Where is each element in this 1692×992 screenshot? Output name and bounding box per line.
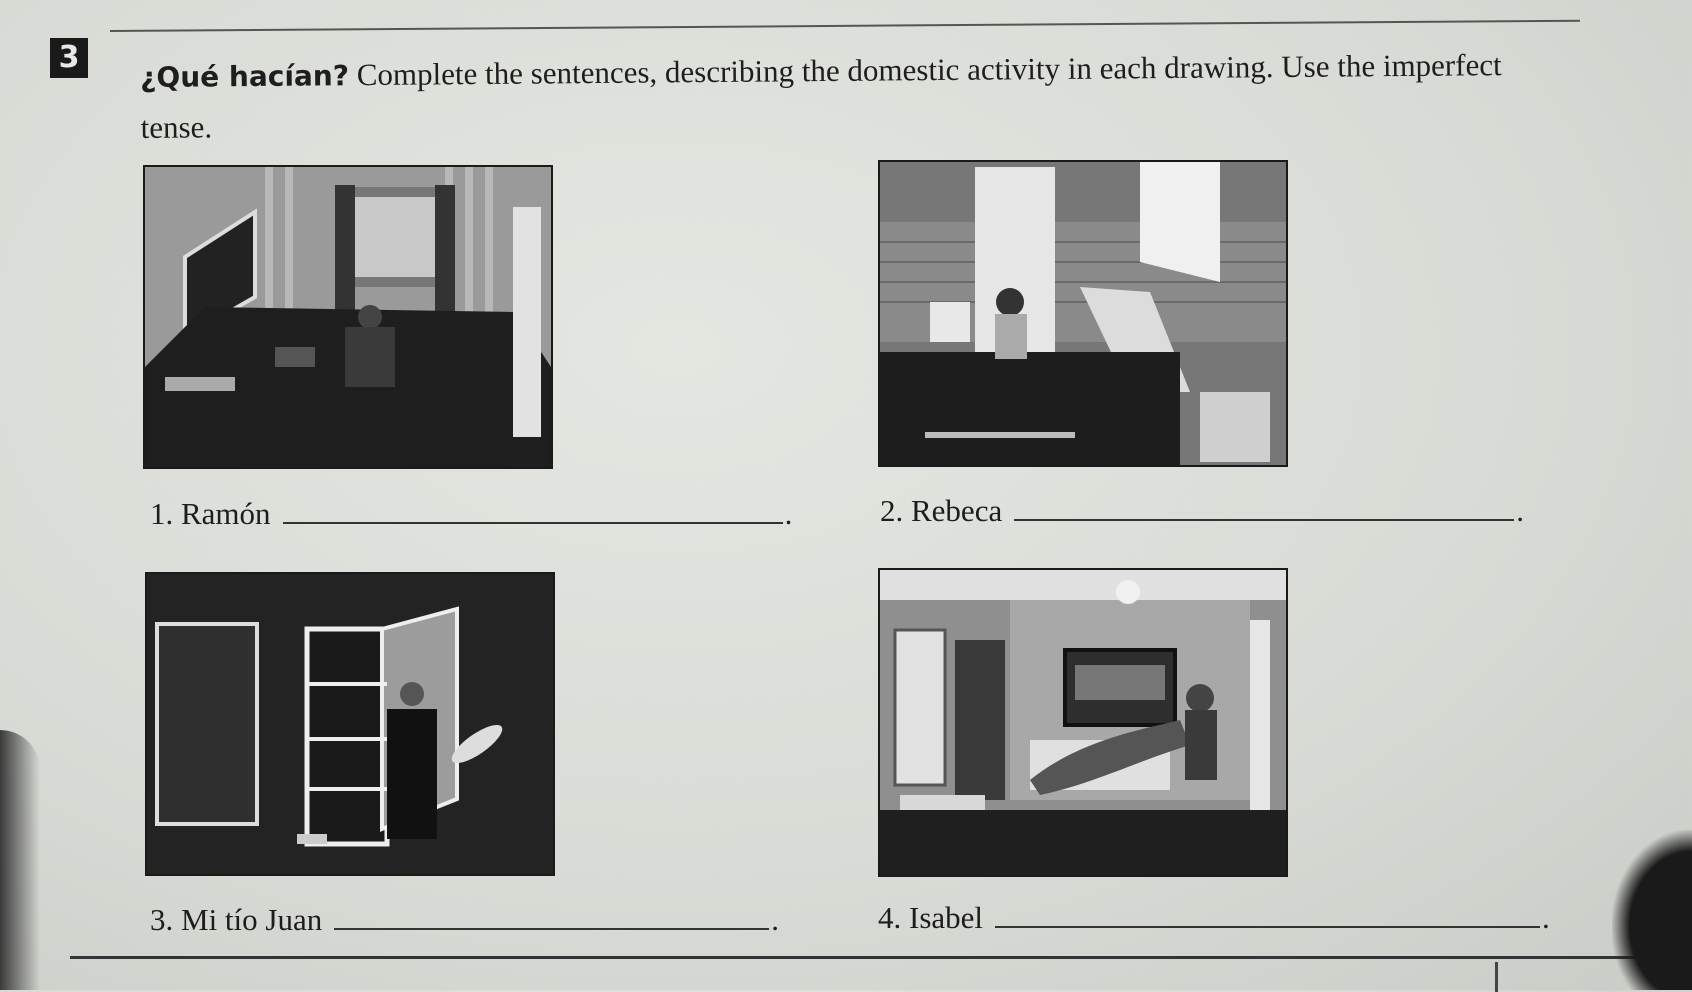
item-1-sentence: 1. Ramón .	[150, 496, 793, 531]
item-1-label: 1. Ramón	[150, 496, 271, 531]
bottom-rule	[70, 956, 1680, 959]
drawing-4-bedroom	[878, 568, 1288, 877]
exercise-number-badge: 3	[50, 38, 88, 78]
item-4-answer-blank[interactable]	[995, 925, 1540, 928]
item-3-sentence: 3. Mi tío Juan .	[150, 902, 779, 937]
item-2-answer-blank[interactable]	[1014, 518, 1514, 521]
item-2-label: 2. Rebeca	[880, 493, 1003, 528]
item-3-answer-blank[interactable]	[334, 927, 769, 930]
drawing-1-living-room	[143, 165, 553, 469]
item-3-label: 3. Mi tío Juan	[150, 902, 323, 937]
item-2-sentence: 2. Rebeca .	[880, 493, 1524, 528]
instructions	[140, 40, 1561, 153]
photo-shadow-left	[0, 730, 40, 990]
drawing-3-bookshelf	[145, 572, 555, 876]
item-4-label: 4. Isabel	[878, 900, 984, 935]
bottom-tick	[1495, 962, 1498, 992]
top-rule	[110, 20, 1580, 32]
photo-shadow-right	[1612, 830, 1692, 990]
exercise-title: ¿Qué hacían?	[140, 59, 350, 94]
exercise-instructions-text: Complete the sentences, describing the domestic activity in each drawing. Use the imperfect tense.	[140, 47, 1502, 145]
item-4-sentence: 4. Isabel .	[878, 900, 1550, 935]
drawing-2-kitchen	[878, 160, 1288, 467]
item-1-answer-blank[interactable]	[283, 521, 783, 524]
